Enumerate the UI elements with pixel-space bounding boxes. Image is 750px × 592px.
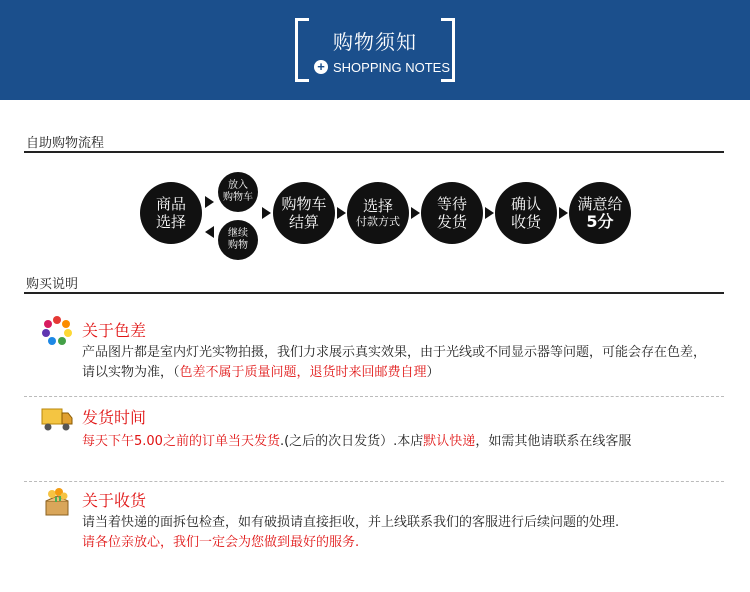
note-body [82, 343, 712, 383]
note-text-highlight: 请各位亲放心，我们一定会为您做到最好的服务. [82, 535, 360, 550]
color-wheel-icon [40, 316, 74, 346]
flow-step-line: 购物 [228, 240, 248, 251]
header-banner [0, 0, 750, 100]
flow-section-rule [24, 151, 724, 153]
delivery-truck-icon [40, 404, 74, 434]
arrow-icon [411, 207, 420, 219]
note-text: ） [426, 365, 440, 380]
banner-subtitle [314, 58, 450, 76]
flow-step-line: 发货 [436, 213, 467, 231]
flow-step-confirm-receipt [495, 182, 557, 244]
note-title: 发货时间 [82, 408, 147, 427]
arrow-back-icon [205, 226, 214, 238]
flow-step-line: 选择 [362, 197, 393, 215]
arrow-icon [205, 196, 214, 208]
flow-step-line: 收货 [510, 213, 541, 231]
note-shipping-time [24, 400, 724, 480]
arrow-icon [485, 207, 494, 219]
banner-title: 购物须知 [333, 30, 417, 54]
flow-step-line: 确认 [510, 195, 541, 213]
flower-box-icon [40, 487, 74, 517]
flow-step-line: 满意给 [577, 195, 623, 213]
note-text-highlight: 每天下午5.00之前的订单当天发货 [82, 434, 280, 449]
divider [24, 481, 724, 482]
flow-step-line: 商品 [155, 195, 186, 213]
note-receiving [24, 484, 724, 564]
flow-step-line: 继续 [228, 228, 248, 239]
flow-step-wait-shipping [421, 182, 483, 244]
arrow-icon [262, 207, 271, 219]
flow-step-add-cart [218, 172, 258, 212]
left-bracket [295, 18, 309, 82]
notes-section-title: 购买说明 [26, 277, 79, 292]
notes-section-rule [24, 292, 724, 294]
banner-subtitle-text: SHOPPING NOTES [333, 59, 451, 75]
flow-step-line: 购物车 [223, 192, 253, 203]
note-text-highlight: 默认快递 [423, 434, 476, 449]
note-text: .(之后的次日发货）.本店 [279, 434, 424, 449]
flow-step-line: 结算 [288, 213, 319, 231]
note-title: 关于收货 [82, 491, 147, 510]
arrow-icon [559, 207, 568, 219]
note-text: 产品图片都是室内灯光实物拍摄，我们力求展示真实效果，由于光线或不同显示器等问题，可能会存在色差，请以实物为准，（ [82, 345, 707, 380]
flow-step-checkout [273, 182, 335, 244]
note-title: 关于色差 [82, 321, 147, 340]
flow-step-line: 放入 [228, 180, 248, 191]
flow-step-select-goods [140, 182, 202, 244]
flow-step-continue-shopping [218, 220, 258, 260]
flow-section-title: 自助购物流程 [26, 136, 105, 151]
flow-step-line: 付款方式 [356, 215, 400, 228]
flow-step-line: 等待 [436, 195, 467, 213]
arrow-icon [337, 207, 346, 219]
note-text-highlight: 色差不属于质量问题，退货时来回邮费自理 [179, 365, 427, 380]
flow-step-rate-five [569, 182, 631, 244]
note-body [82, 432, 712, 452]
note-text: ，如需其他请联系在线客服 [475, 434, 632, 449]
flow-step-line: 选择 [155, 213, 186, 231]
flow-step-line: 购物车 [281, 195, 327, 213]
note-body [82, 513, 712, 553]
flow-step-line: 5分 [586, 212, 614, 231]
flow-step-payment [347, 182, 409, 244]
divider [24, 396, 724, 397]
plus-icon: + [314, 60, 328, 74]
note-color-difference [24, 310, 724, 390]
note-text: 请当着快递的面拆包检查，如有破损请直接拒收，并上线联系我们的客服进行后续问题的处理. [82, 515, 620, 530]
